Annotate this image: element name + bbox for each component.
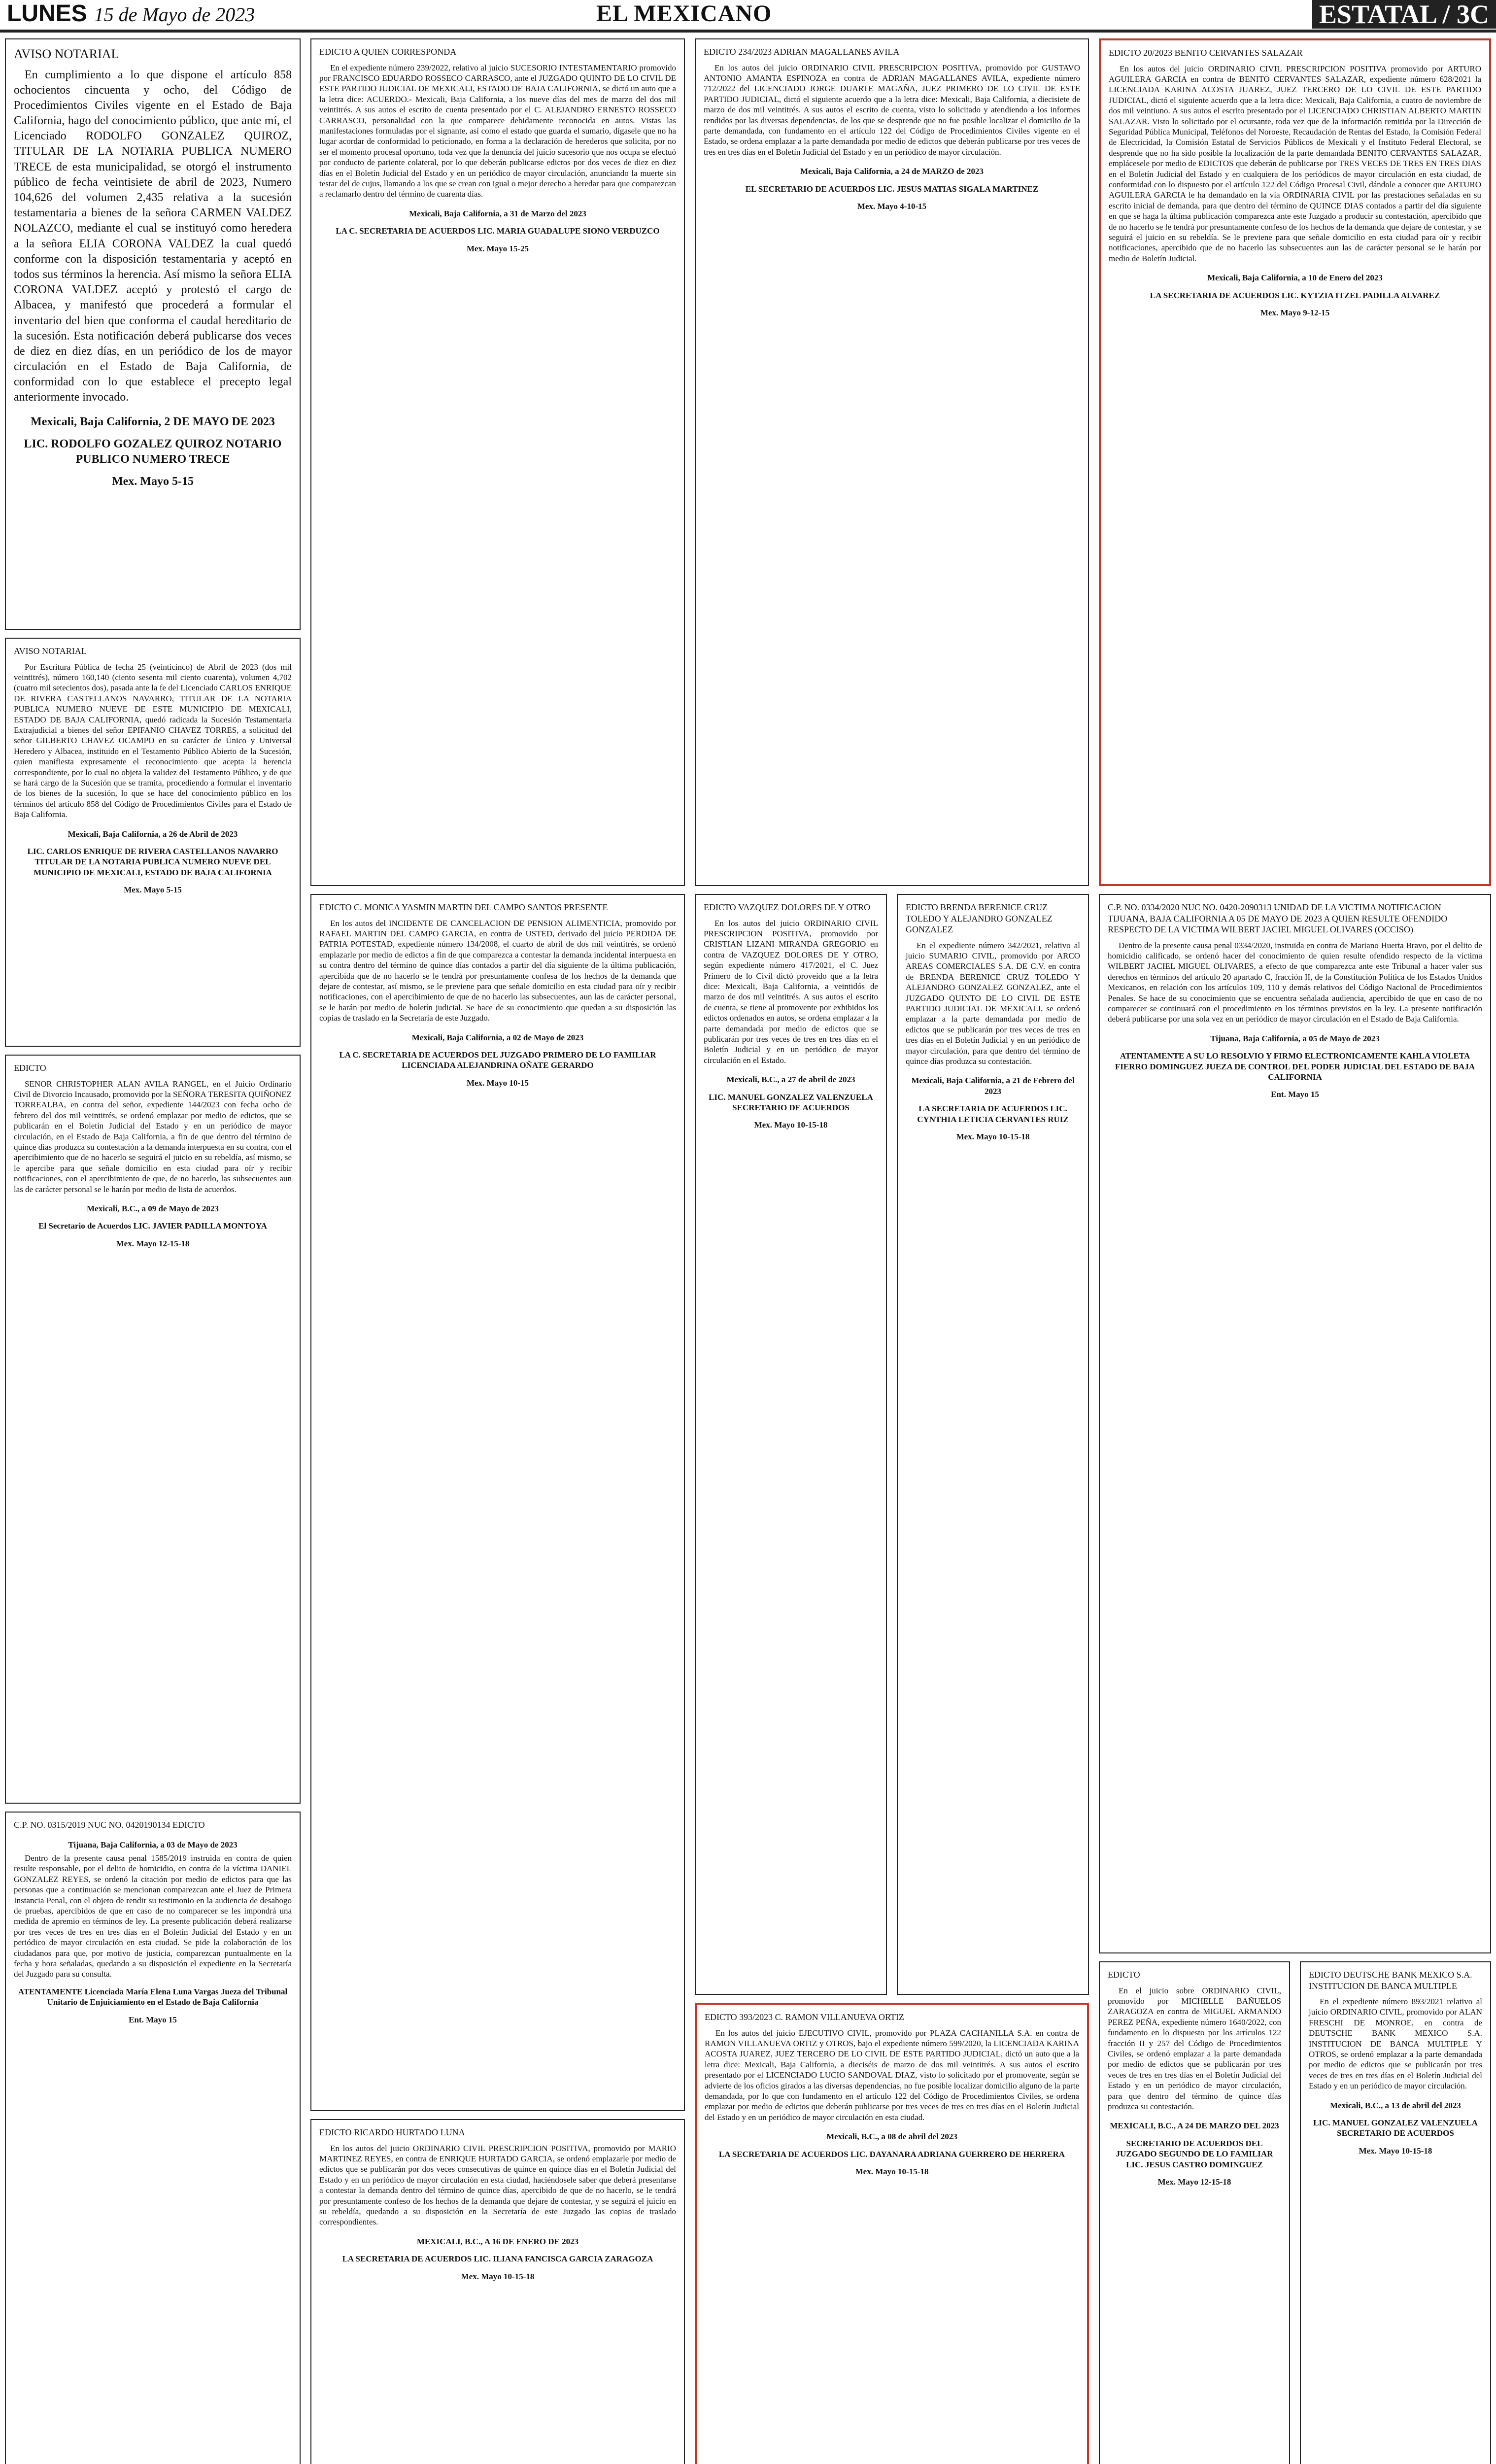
notice-causa-penal-0315 [5,1812,301,2464]
notice-heading: EDICTO [14,1063,46,1073]
notice-publication: Ent. Mayo 15 [129,2015,177,2024]
notice-signature: LA SECRETARIA DE ACUERDOS LIC. DAYANARA ADRIANA GUERRERO DE HERRERA [718,2149,1065,2159]
notice-publication: Mex. Mayo 10-15-18 [956,1132,1030,1141]
notice-heading: C.P. NO. 0315/2019 NUC NO. 0420190134 EDICTO [14,1820,205,1830]
notice-date: Mexicali, Baja California, a 02 de Mayo de 2023 [411,1032,584,1042]
column-4 [1099,38,1491,2464]
notice-signature: EL SECRETARIO DE ACUERDOS LIC. JESUS MATIAS SIGALA MARTINEZ [745,184,1039,194]
notice-aviso-notarial-2 [5,638,301,1047]
notice-date: Mexicali, Baja California, a 21 de Febrero del 2023 [911,1076,1075,1096]
notice-publication: Mex. Mayo 5-15 [112,475,194,488]
notice-heading: EDICTO VAZQUEZ DOLORES DE Y OTRO [704,902,871,912]
notice-aviso-notarial-1 [5,38,301,630]
column-3 [695,38,1089,2464]
notice-date: Mexicali, Baja California, a 24 de MARZO de 2023 [800,167,984,176]
notice-body: En el expediente número 239/2022, relativo al juicio SUCESORIO INTESTAMENTARIO promovido por FRANCISCO EDUARDO ROSSECO CARRASCO, ante el JUZGADO QUINTO DE LO CIVIL DE ESTE PARTIDO JUDICIAL DE MEXICALI, ESTADO DE BAJA CALIFORNIA, se dictó un auto que a la letra dice: ACUERDO.- Mexicali, Baja California, a los nueve días del mes de marzo del dos mil veintitrés. A sus autos el escrito de cuenta presentado por el C. ALEJANDRO ERNESTO ROSSECO CARRASCO, personalidad con la que comparece debidamente reconocida en autos. Vistas las manifestaciones formuladas por el signante, así como el estado que guarda el sumario, dígasele que no ha lugar acordar de conformidad lo peticionado, en forma a la declaración de herederos que solicita, por no ser el momento procesal oportuno, toda vez que la denuncia del juicio sucesorio que nos ocupa se efectuó por conducto de pariente colateral, por lo que deberán publicarse edictos por dos veces de diez en diez días en el Boletín Judicial del Estado y en un periódico de mayor circulación, anunciando la muerte sin testar del de cujus, llamando a los que se crean con igual o mejor derecho a heredar para que comparezcan a reclamarlo dentro del término de cuarenta días. [319,63,676,199]
notice-body: Dentro de la presente causa penal 0334/2020, instruida en contra de Mariano Huerta Bravo, por el delito de homicidio calificado, se ordenó hacer del conocimiento de quien resulte ofendido respecto de la víctima WILBERT JACIEL MIGUEL OLIVARES, a efecto de que comparezca ante este Tribunal a hacer valer sus derechos en términos del artículo 20 apartado C, fracción II, de la Constitución Política de los Estados Unidos Mexicanos, en relación con los artículos 109, 110 y demás relativos del Código Nacional de Procedimientos Penales. Se hace de su conocimiento que se encuentra señalada audiencia, apercibido de que en caso de no comparecer se continuará con el procedimiento en los términos previstos en la ley. La presente notificación deberá publicarse por una sola vez en un periódico de mayor circulación en el Estado de Baja California. [1108,940,1482,1024]
notice-date: Mexicali, B.C., a 09 de Mayo de 2023 [87,1203,219,1213]
notice-heading: EDICTO A QUIEN CORRESPONDA [319,47,457,57]
notice-edicto-cervantes-salazar [1099,38,1491,886]
masthead-day: LUNES [7,0,87,27]
notice-edicto-cruz-toledo [897,894,1089,1995]
notice-date: Mexicali, B.C., a 27 de abril de 2023 [726,1075,855,1085]
notice-publication: Mex. Mayo 12-15-18 [1157,2177,1231,2187]
notice-edicto-villanueva [695,2003,1089,2464]
notice-publication: Mex. Mayo 10-15 [466,1078,529,1088]
notice-heading: EDICTO [1108,1970,1140,1980]
notice-body: En el expediente número 342/2021, relativo al juicio SUMARIO CIVIL, promovido por ARCO AREAS COMERCIALES S.A. DE C.V. en contra de BRENDA BERENICE CRUZ TOLEDO Y ALEJANDRO GONZALEZ GONZALEZ, ante el JUZGADO QUINTO DE LO CIVIL DE ESTE PARTIDO JUDICIAL DE MEXICALI, se ordenó emplazar a la parte demandada por medio de edictos que se publicarán por tres veces de tres en tres días en el Boletín Judicial y en un periódico de mayor circulación, para que dentro del término de quince días produzca su contestación. [906,940,1080,1066]
notice-signature: ATENTAMENTE Licenciada María Elena Luna Vargas Jueza del Tribunal Unitario de Enjuiciamiento en el Estado de Baja California [18,1986,288,2007]
notice-publication: Mex. Mayo 12-15-18 [116,1238,190,1248]
notice-signature: El Secretario de Acuerdos LIC. JAVIER PADILLA MONTOYA [38,1221,267,1231]
notice-body: En los autos del juicio ORDINARIO CIVIL PRESCRIPCION POSITIVA, promovido por MARIO MARTINEZ REYES, en contra de ENRIQUE HURTADO GARCIA, se ordenó emplazarle por medio de edictos que se publicarán por dos veces consecutivas de quince en quince días en el Boletín Judicial del Estado y en un periódico de mayor circulación en esta ciudad, haciéndosele saber que deberá presentarse a contestar la demanda dentro del término de quince días, apercibido de que de no hacerlo, se le tendrá por presuntamente confeso de los hechos de la demanda que dejare de contestar, y se seguirá el juicio en su rebeldía, quedando a su disposición en la Secretaría de este Juzgado las copias de traslado correspondientes. [319,2143,676,2227]
masthead-date-text: 15 de Mayo de 2023 [94,3,255,26]
notice-signature: LIC. MANUEL GONZALEZ VALENZUELA SECRETARIO DE ACUERDOS [1313,2118,1478,2138]
masthead-title: EL MEXICANO [596,0,772,27]
notice-body: En los autos del juicio EJECUTIVO CIVIL, promovido por PLAZA CACHANILLA S.A. en contra de RAMON VILLANUEVA ORTIZ y OTROS, bajo el expediente número 599/2020, la LICENCIADA KARINA ACOSTA JUAREZ, JUEZ TERCERO DE LO CIVIL DE ESTE PARTIDO JUDICIAL, dictó un auto que a la letra dice: Mexicali, Baja California, a dieciséis de marzo de dos mil veintitrés. A sus autos el escrito presentado por el LICENCIADO LUCIO SANDOVAL DIAZ, visto lo solicitado por el promovente, según se advierte de los oficios girados a las diversas dependencias, no fue posible localizar domicilio alguno de la parte demandada, por lo que con fundamento en el artículo 122 del Código de Procedimientos Civiles, se ordena emplazar por medio de edictos que deberán publicarse por tres veces de tres en tres días en el Boletín Judicial del Estado y en un periódico de mayor circulación en esta ciudad. [705,2028,1079,2122]
notice-body: En los autos del juicio ORDINARIO CIVIL PRESCRIPCION POSITIVA, promovido por GUSTAVO ANTONIO AMANTA ESPINOZA en contra de ADRIAN MAGALLANES AVILA, expediente número 712/2022 del LICENCIADO JORGE DUARTE MAGAÑA, JUEZ PRIMERO DE LO CIVIL DE ESTE PARTIDO JUDICIAL, dictó el siguiente acuerdo que a la letra dice: Mexicali, Baja California, a diecisiete de marzo de dos mil veintitrés. A sus autos el escrito de cuenta, visto lo solicitado y atendiendo a los informes rendidos por las diversas dependencias, de los que se desprende que no fue posible localizar el domicilio de la parte demandada, con fundamento en el artículo 122 del Código de Procedimientos Civiles vigente en el Estado, se ordena emplazar a la parte demandada por medio de edictos que deberán publicarse por tres veces de tres en tres días en el Boletín Judicial del Estado y en un periódico de mayor circulación. [704,63,1080,157]
notice-date: Mexicali, Baja California, a 26 de Abril de 2023 [68,829,238,839]
notice-edicto-banuelos [1099,1961,1290,2464]
notice-edicto-avila-rangel [5,1055,301,1804]
notice-body: SENOR CHRISTOPHER ALAN AVILA RANGEL, en el Juicio Ordinario Civil de Divorcio Incausado, promovido por la SEÑORA TERESITA QUIÑONEZ TORREALBA, en contra del señor, expediente 144/2023 con fecha ocho de febrero del dos mil veintitrés, se ordenó emplazar por medio de edictos, que se publicarán en el Boletín Judicial del Estado y en un periódico de mayor circulación, en el Estado de Baja California, a fin de que dentro del término de quince días produzca su contestación a la demanda interpuesta en su contra, con el apercibimiento que de no hacerlo se seguirá el juicio en su rebeldía, así mismo, se le apercibe para que señale domicilio en esta ciudad para oír y recibir notificaciones, con el apercibimiento de que, de no hacerlo, las subsecuentes aun las de carácter personal se le harán por medio de lista de acuerdos. [14,1079,292,1194]
notice-body: En el juicio sobre ORDINARIO CIVIL, promovido por MICHELLE BAÑUELOS ZARAGOZA en contra de MIGUEL ARMANDO PEREZ PEÑA, expediente número 1640/2022, con fundamento en lo dispuesto por los artículos 122 fracción II y 257 del Código de Procedimientos Civiles, se ordenó emplazar a la parte demandada por medio de edictos que se publicarán por tres veces de tres en tres días en el Boletín Judicial del Estado y en un periódico de mayor circulación, para que dentro del término de quince días produzca su contestación. [1108,1985,1281,2111]
notice-date: Mexicali, B.C., a 08 de abril del 2023 [826,2132,957,2142]
notice-heading: EDICTO RICARDO HURTADO LUNA [319,2127,465,2137]
notice-publication: Mex. Mayo 5-15 [124,885,182,895]
column-1 [5,38,301,2464]
notice-signature: LIC. MANUEL GONZALEZ VALENZUELA SECRETARIO DE ACUERDOS [709,1092,873,1112]
notice-publication: Mex. Mayo 10-15-18 [1359,2146,1432,2156]
notice-body: En los autos del juicio ORDINARIO CIVIL PRESCRIPCION POSITIVA promovido por ARTURO AGUILERA GARCIA en contra de BENITO CERVANTES SALAZAR, expediente número 628/2021 la LICENCIADA KARINA ACOSTA JUAREZ, JUEZ TERCERO DE LO CIVIL DE ESTE PARTIDO JUDICIAL, dictó el siguiente acuerdo que a la letra dice: Mexicali, Baja California, a cuatro de noviembre de dos mil veintiuno. A sus autos el escrito presentado por el LICENCIADO CHRISTIAN ALBERTO MARTIN SALAZAR. Visto lo solicitado por el ocursante, toda vez que de la información remitida por la Dirección de Seguridad Pública Municipal, Teléfonos del Noroeste, Recaudación de Rentas del Estado, la Comisión Federal de Electricidad, la Comisión Estatal de Servicios Públicos de Mexicali y el Instituto Federal Electoral, se desprende que no ha sido posible la localización de la parte demandada BENITO CERVANTES SALAZAR, emplácesele por medio de EDICTOS que deberán de publicarse por TRES VECES DE TRES EN TRES DIAS en el Boletín Judicial del Estado y en cualquiera de los periódicos de mayor circulación en esta ciudad, de conformidad con lo dispuesto por el artículo 122 del Código Procesal Civil, dándole a conocer que ARTURO AGUILERA GARCIA le ha demandado en la vía ORDINARIA CIVIL por las prestaciones señaladas en su escrito inicial de demanda, para que dentro del término de QUINCE DIAS contados a partir del día siguiente en que se haga la última publicación comparezca ante este Juzgado a producir su contestación, apercibido que de no hacerlo se le tendrá por presuntamente confeso de los hechos de la demanda que dejare de contestar, y se seguirá el juicio en su rebeldía. Se le previene para que señale domicilio en esta ciudad para oír y recibir notificaciones, apercibido que de no hacerlo las subsecuentes aun las de carácter personal se le harán por medio de Boletín Judicial. [1109,64,1481,263]
notice-publication: Mex. Mayo 9-12-15 [1260,308,1330,318]
notice-date: Mexicali, Baja California, 2 DE MAYO DE 2023 [31,415,275,428]
notice-publication: Mex. Mayo 10-15-18 [461,2271,535,2281]
notice-heading: EDICTO 234/2023 ADRIAN MAGALLANES AVILA [704,47,900,57]
notice-heading: EDICTO 20/2023 BENITO CERVANTES SALAZAR [1109,48,1303,58]
notice-causa-penal-0334 [1099,894,1491,1953]
notice-publication: Mex. Mayo 10-15-18 [754,1120,828,1130]
notice-signature: LA SECRETARIA DE ACUERDOS LIC. CYNTHIA LETICIA CERVANTES RUIZ [917,1104,1069,1124]
notice-heading: AVISO NOTARIAL [14,646,87,656]
notice-signature: LA SECRETARIA DE ACUERDOS LIC. ILIANA FANCISCA GARCIA ZARAGOZA [342,2254,653,2264]
notice-edicto-deutsche-bank [1300,1961,1491,2464]
notice-body: En los autos del INCIDENTE DE CANCELACION DE PENSION ALIMENTICIA, promovido por RAFAEL MARTIN DEL CAMPO GARCIA, en contra de USTED, derivado del juicio PERDIDA DE PATRIA POTESTAD, expediente número 134/2008, el cuarto de abril de dos mil veintitrés, se ordenó emplazarle por medio de edictos a fin de que comparezca a contestar la demanda incidental interpuesta en su contra dentro del término de quince días contados a partir del día siguiente de la última publicación, apercibida que de no hacerlo se le tendrá por presuntamente confesa de los hechos de la demanda que dejare de contestar, así mismo, se le previene para que señale domicilio en esta ciudad para oír y recibir notificaciones, con el apercibimiento de que de no hacerlo las subsecuentes, aun las de carácter personal, se le harán por medio de boletín judicial. Se hace de su conocimiento que quedan a su disposición las copias de traslado en la Secretaría de este Juzgado. [319,918,676,1023]
notice-publication: Mex. Mayo 4-10-15 [857,201,927,211]
notice-body: En los autos del juicio ORDINARIO CIVIL PRESCRIPCION POSITIVA, promovido por CRISTIAN LIZANI MIRANDA GREGORIO en contra de VAZQUEZ DOLORES DE Y OTRO, según expediente número 417/2021, el C. Juez Primero de lo Civil dictó proveído que a la letra dice: Mexicali, Baja California, a veintidós de marzo de dos mil veintitrés. A sus autos el escrito de cuenta, se tiene al promovente por exhibidos los edictos ordenados en autos, se ordena emplazar a la parte demandada por medio de edictos que se publicarán por tres veces de tres en tres días en el Boletín Judicial y en un periódico de mayor circulación en el Estado. [704,918,878,1065]
notice-date: Tijuana, Baja California, a 03 de Mayo de 2023 [68,1840,238,1849]
masthead-section: ESTATAL / 3C [1312,0,1496,29]
notice-edicto-hurtado-luna [310,2119,685,2464]
notice-body: En cumplimiento a lo que dispone el artículo 858 ochocientos cincuenta y ocho, del Código de Procedimientos Civiles vigente en el Estado de Baja California, hago del conocimiento público, que ante mí, el Licenciado RODOLFO GONZALEZ QUIROZ, TITULAR DE LA NOTARIA PUBLICA NUMERO TRECE de esta municipalidad, se otorgó el instrumento público de fecha veintisiete de abril de 2023, Numero 104,626 del volumen 2,435 relativa a la sucesión testamentaria a bienes de la señora CARMEN VALDEZ NOLAZCO, mediante el cual se instituyó como heredera a la señora ELIA CORONA VALDEZ la cual quedó conforme con la disposición testamentaria y aceptó en todos sus términos la herencia. Así mismo la señora ELIA CORONA VALDEZ aceptó y protestó el cargo de Albacea, y manifestó que procederá a formular el inventario del bien que conforma el caudal hereditario de la sucesión. Esta notificación deberá publicarse dos veces de diez en diez días, en un periódico de los de mayor circulación en el Estado de Baja California, de conformidad con lo que establece el precepto legal anteriormente invocado. [14,68,292,404]
notice-edicto-magallanes [695,38,1089,886]
notice-body: Dentro de la presente causa penal 1585/2019 instruida en contra de quien resulte responsable, por el delito de homicidio, en contra de la víctima DANIEL GONZALEZ REYES, se ordenó la citación por medio de edictos para que las personas que a continuación se mencionan comparezcan ante el Juez de Primera Instancia Penal, con el objeto de rendir su testimonio en la audiencia de desahogo de pruebas, apercibidos de que en caso de no comparecer se les impondrá una medida de apremio en términos de ley. La presente publicación deberá realizarse por tres veces de tres en tres días en el Boletín Judicial del Estado y en un periódico de mayor circulación en esta ciudad. Se pide la colaboración de los ciudadanos para que, por motivo de justicia, comparezcan puntualmente en la fecha y hora señaladas, quedando a su disposición el expediente en la Secretaría del Juzgado para su consulta. [14,1853,292,1979]
masthead-date [7,0,255,27]
notice-signature: LIC. RODOLFO GOZALEZ QUIROZ NOTARIO PUBLICO NUMERO TRECE [24,437,282,466]
column-2 [310,38,685,2464]
notice-date: MEXICALI, B.C., A 24 DE MARZO DEL 2023 [1110,2121,1279,2131]
notice-signature: LA C. SECRETARIA DE ACUERDOS DEL JUZGADO PRIMERO DE LO FAMILIAR LICENCIADA ALEJANDRINA OÑATE GERARDO [339,1050,656,1070]
notice-signature: SECRETARIO DE ACUERDOS DEL JUZGADO SEGUNDO DE LO FAMILIAR LIC. JESUS CASTRO DOMINGUEZ [1116,2138,1273,2169]
notice-signature: LA SECRETARIA DE ACUERDOS LIC. KYTZIA ITZEL PADILLA ALVAREZ [1150,290,1440,300]
notice-body: Por Escritura Pública de fecha 25 (veinticinco) de Abril de 2023 (dos mil veintitrés), número 160,140 (ciento sesenta mil ciento cuarenta), volumen 4,702 (cuatro mil setecientos dos), pasada ante la fe del Licenciado CARLOS ENRIQUE DE RIVERA CASTELLANOS NAVARRO, TITULAR DE LA NOTARIA PUBLICA NUMERO NUEVE DE ESTE MUNICIPIO DE MEXICALI, ESTADO DE BAJA CALIFORNIA, quedó radicada la Sucesión Testamentaria Extrajudicial a bienes del señor EPIFANIO CHAVEZ TORRES, a solicitud del señor GILBERTO CHAVEZ OCAMPO en su carácter de Único y Universal Heredero y Albacea, instituido en el Testamento Público Abierto de la Sucesión, quien manifiesta expresamente el reconocimiento que acepta la herencia correspondiente, por lo cual no objeta la validez del Testamento Público, y de que se hará cargo de la Sucesión que se tramita, procediendo a formular el inventario de los bienes de la sucesión, lo que se hace del conocimiento público en los términos del artículo 858 del Código de Procedimientos Civiles para el Estado de Baja California. [14,662,292,820]
notice-date: Mexicali, B.C., a 13 de abril del 2023 [1330,2100,1461,2110]
row-small-edictos [695,894,1089,2003]
notice-heading: C.P. NO. 0334/2020 NUC NO. 0420-2090313 UNIDAD DE LA VICTIMA NOTIFICACION TIJUANA, BAJA CALIFORNIA A 05 DE MAYO DE 2023 A QUIEN RESULTE OFENDIDO RESPECTO DE LA VICTIMA WILBERT JACIEL MIGUEL OLIVARES (OCCISO) [1108,902,1448,934]
notice-date: MEXICALI, B.C., A 16 DE ENERO DE 2023 [416,2236,579,2246]
notice-publication: Mex. Mayo 10-15-18 [855,2166,929,2176]
notice-edicto-sucesorio [310,38,685,886]
notice-publication: Mex. Mayo 15-25 [466,243,529,253]
notice-date: Tijuana, Baja California, a 05 de Mayo de 2023 [1210,1033,1380,1043]
notice-signature: ATENTAMENTE A SU LO RESOLVIO Y FIRMO ELECTRONICAMENTE KAHLA VIOLETA FIERRO DOMINGUEZ JUEZA DE CONTROL DEL PODER JUDICIAL DEL ESTADO DE BAJA CALIFORNIA [1115,1051,1475,1082]
notice-heading: EDICTO DEUTSCHE BANK MEXICO S.A. INSTITUCION DE BANCA MULTIPLE [1309,1970,1472,1991]
masthead [0,0,1496,33]
notice-heading: EDICTO 393/2023 C. RAMON VILLANUEVA ORTIZ [705,2012,904,2022]
notice-signature: LIC. CARLOS ENRIQUE DE RIVERA CASTELLANOS NAVARRO TITULAR DE LA NOTARIA PUBLICA NUMERO NUEVE DEL MUNICIPIO DE MEXICALI, ESTADO DE BAJA CALIFORNIA [27,847,278,877]
notice-publication: Ent. Mayo 15 [1271,1090,1319,1099]
notice-signature: LA C. SECRETARIA DE ACUERDOS LIC. MARIA GUADALUPE SIONO VERDUZCO [336,226,660,236]
notice-heading: AVISO NOTARIAL [14,47,119,61]
notice-date: Mexicali, Baja California, a 10 de Enero del 2023 [1207,273,1383,283]
notice-edicto-martin-del-campo [310,894,685,2111]
notice-heading: EDICTO C. MONICA YASMIN MARTIN DEL CAMPO SANTOS PRESENTE [319,902,608,912]
row-bottom-edictos [1099,1961,1491,2464]
notice-edicto-vazquez [695,894,887,1995]
notice-date: Mexicali, Baja California, a 31 de Marzo del 2023 [409,208,586,218]
notice-heading: EDICTO BRENDA BERENICE CRUZ TOLEDO Y ALEJANDRO GONZALEZ GONZALEZ [906,902,1053,934]
notice-body: En el expediente número 893/2021 relativo al juicio ORDINARIO CIVIL, promovido por ALAN FRESCHI DE MONROE, en contra de DEUTSCHE BANK MEXICO S.A. INSTITUCION DE BANCA MULTIPLE Y OTROS, se ordenó emplazar a la parte demandada por medio de edictos que se publicarán por tres veces de tres en tres días en el Boletín Judicial del Estado y en un periódico de mayor circulación. [1309,1997,1482,2091]
